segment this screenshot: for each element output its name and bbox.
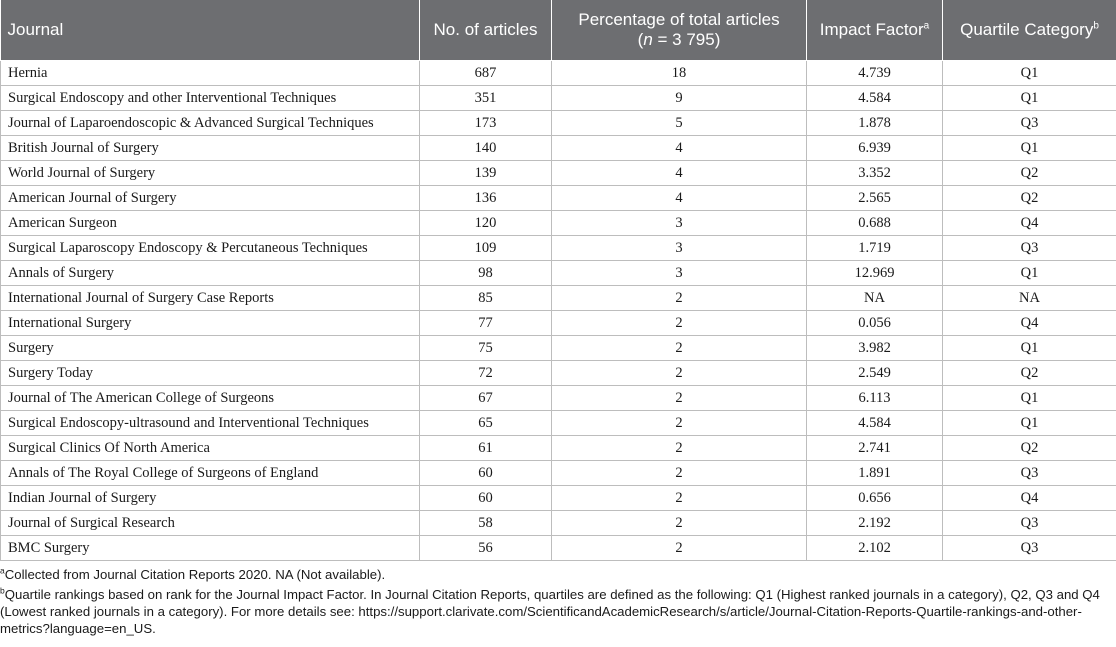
cell-impact-factor: 3.352: [807, 161, 943, 186]
cell-journal: Surgical Clinics Of North America: [1, 436, 420, 461]
cell-quartile: Q1: [943, 86, 1116, 111]
table-row: [1, 511, 1116, 536]
cell-journal: Surgery Today: [1, 361, 420, 386]
cell-articles: 351: [420, 86, 552, 111]
cell-articles: 56: [420, 536, 552, 561]
header-impact-factor: Impact Factor$^a$: [807, 0, 943, 61]
table-row: [1, 411, 1116, 436]
cell-journal: Journal of The American College of Surgeons: [1, 386, 420, 411]
cell-quartile: Q2: [943, 361, 1116, 386]
cell-journal: Annals of The Royal College of Surgeons of England: [1, 461, 420, 486]
cell-articles: 75: [420, 336, 552, 361]
cell-articles: 60: [420, 461, 552, 486]
cell-impact-factor: 3.982: [807, 336, 943, 361]
footnotes: [0, 566, 1112, 640]
cell-percentage: 2: [552, 286, 807, 311]
table-row: [1, 86, 1116, 111]
footnote-a: $^a$Collected from Journal Citation Reports 2020. NA (Not available).: [0, 565, 386, 582]
cell-quartile: Q1: [943, 261, 1116, 286]
cell-quartile: Q1: [943, 386, 1116, 411]
cell-percentage: 9: [552, 86, 807, 111]
footnote-a-marker: a: [923, 20, 930, 32]
cell-percentage: 2: [552, 411, 807, 436]
header-row: [1, 0, 1116, 61]
cell-journal: Surgical Endoscopy and other Interventional Techniques: [1, 86, 420, 111]
cell-articles: 67: [420, 386, 552, 411]
cell-quartile: Q1: [943, 61, 1116, 86]
cell-journal: Annals of Surgery: [1, 261, 420, 286]
cell-quartile: Q3: [943, 236, 1116, 261]
table-header: [1, 0, 1116, 61]
cell-articles: 60: [420, 486, 552, 511]
cell-percentage: 2: [552, 311, 807, 336]
cell-impact-factor: 1.719: [807, 236, 943, 261]
cell-impact-factor: 6.939: [807, 136, 943, 161]
cell-articles: 136: [420, 186, 552, 211]
table-row: [1, 111, 1116, 136]
table-row: [1, 536, 1116, 561]
cell-impact-factor: 6.113: [807, 386, 943, 411]
cell-articles: 140: [420, 136, 552, 161]
cell-impact-factor: 2.549: [807, 361, 943, 386]
cell-quartile: Q4: [943, 311, 1116, 336]
cell-journal: American Surgeon: [1, 211, 420, 236]
cell-journal: BMC Surgery: [1, 536, 420, 561]
cell-articles: 98: [420, 261, 552, 286]
cell-quartile: Q1: [943, 336, 1116, 361]
cell-percentage: 2: [552, 436, 807, 461]
cell-impact-factor: NA: [807, 286, 943, 311]
cell-impact-factor: 12.969: [807, 261, 943, 286]
cell-impact-factor: 0.656: [807, 486, 943, 511]
table-row: [1, 211, 1116, 236]
cell-journal: Surgery: [1, 336, 420, 361]
table-row: [1, 461, 1116, 486]
cell-impact-factor: 4.739: [807, 61, 943, 86]
cell-percentage: 2: [552, 461, 807, 486]
cell-impact-factor: 1.878: [807, 111, 943, 136]
cell-percentage: 3: [552, 211, 807, 236]
cell-articles: 120: [420, 211, 552, 236]
cell-articles: 77: [420, 311, 552, 336]
cell-journal: Journal of Laparoendoscopic & Advanced Surgical Techniques: [1, 111, 420, 136]
cell-percentage: 3: [552, 261, 807, 286]
cell-articles: 109: [420, 236, 552, 261]
cell-journal: Surgical Endoscopy-ultrasound and Interventional Techniques: [1, 411, 420, 436]
table-row: [1, 361, 1116, 386]
cell-percentage: 2: [552, 536, 807, 561]
cell-quartile: Q3: [943, 111, 1116, 136]
cell-impact-factor: 2.102: [807, 536, 943, 561]
cell-quartile: Q1: [943, 136, 1116, 161]
table-row: [1, 486, 1116, 511]
cell-quartile: Q4: [943, 486, 1116, 511]
cell-quartile: Q2: [943, 186, 1116, 211]
cell-percentage: 18: [552, 61, 807, 86]
table-row: [1, 336, 1116, 361]
cell-impact-factor: 4.584: [807, 411, 943, 436]
header-percentage-line2: (n = 3 795): [637, 30, 721, 49]
cell-percentage: 2: [552, 511, 807, 536]
cell-percentage: 4: [552, 136, 807, 161]
table-row: [1, 386, 1116, 411]
cell-articles: 61: [420, 436, 552, 461]
table-row: [1, 436, 1116, 461]
cell-quartile: Q2: [943, 161, 1116, 186]
cell-percentage: 2: [552, 361, 807, 386]
cell-journal: Surgical Laparoscopy Endoscopy & Percutaneous Techniques: [1, 236, 420, 261]
cell-quartile: Q3: [943, 461, 1116, 486]
footnote-b: $^b$Quartile rankings based on rank for the Journal Impact Factor. In Journal Citation Reports, quartiles are defined as the following: Q1 (Highest ranked journals in a category), Q2, Q3 and Q4 (Lowest ranked journals in a category). For more details see: https://support.clarivate.com/ScientificandAcademicResearch/s/article/Journal-Citation-Reports-Quartile-rankings-and-other-metrics?language=en_US.: [0, 585, 1100, 636]
cell-articles: 687: [420, 61, 552, 86]
cell-percentage: 3: [552, 236, 807, 261]
cell-quartile: Q2: [943, 436, 1116, 461]
cell-percentage: 4: [552, 161, 807, 186]
cell-articles: 173: [420, 111, 552, 136]
header-percentage: [552, 0, 807, 61]
table-row: [1, 136, 1116, 161]
cell-impact-factor: 2.192: [807, 511, 943, 536]
cell-journal: International Journal of Surgery Case Reports: [1, 286, 420, 311]
cell-articles: 72: [420, 361, 552, 386]
cell-quartile: Q4: [943, 211, 1116, 236]
cell-impact-factor: 1.891: [807, 461, 943, 486]
cell-impact-factor: 2.741: [807, 436, 943, 461]
table-row: [1, 236, 1116, 261]
cell-quartile: Q3: [943, 511, 1116, 536]
footnote-b-marker: b: [1093, 20, 1099, 32]
cell-journal: World Journal of Surgery: [1, 161, 420, 186]
table-row: [1, 161, 1116, 186]
cell-percentage: 2: [552, 486, 807, 511]
cell-percentage: 4: [552, 186, 807, 211]
cell-journal: American Journal of Surgery: [1, 186, 420, 211]
cell-journal: Hernia: [1, 61, 420, 86]
cell-journal: Journal of Surgical Research: [1, 511, 420, 536]
cell-impact-factor: 0.056: [807, 311, 943, 336]
cell-quartile: Q1: [943, 411, 1116, 436]
cell-percentage: 2: [552, 336, 807, 361]
cell-articles: 85: [420, 286, 552, 311]
cell-quartile: Q3: [943, 536, 1116, 561]
cell-journal: International Surgery: [1, 311, 420, 336]
header-articles: No. of articles: [420, 0, 552, 61]
table-row: [1, 186, 1116, 211]
cell-articles: 65: [420, 411, 552, 436]
table-row: [1, 61, 1116, 86]
cell-quartile: NA: [943, 286, 1116, 311]
cell-percentage: 2: [552, 386, 807, 411]
table-row: [1, 286, 1116, 311]
cell-articles: 58: [420, 511, 552, 536]
header-percentage-line1: Percentage of total articles: [578, 10, 780, 29]
cell-impact-factor: 2.565: [807, 186, 943, 211]
header-journal: Journal: [1, 0, 420, 61]
cell-impact-factor: 4.584: [807, 86, 943, 111]
cell-journal: British Journal of Surgery: [1, 136, 420, 161]
cell-percentage: 5: [552, 111, 807, 136]
cell-articles: 139: [420, 161, 552, 186]
table-body: [1, 61, 1116, 561]
header-quartile: Quartile Category$^b$: [943, 0, 1116, 61]
cell-journal: Indian Journal of Surgery: [1, 486, 420, 511]
table-row: [1, 311, 1116, 336]
table-row: [1, 261, 1116, 286]
cell-impact-factor: 0.688: [807, 211, 943, 236]
